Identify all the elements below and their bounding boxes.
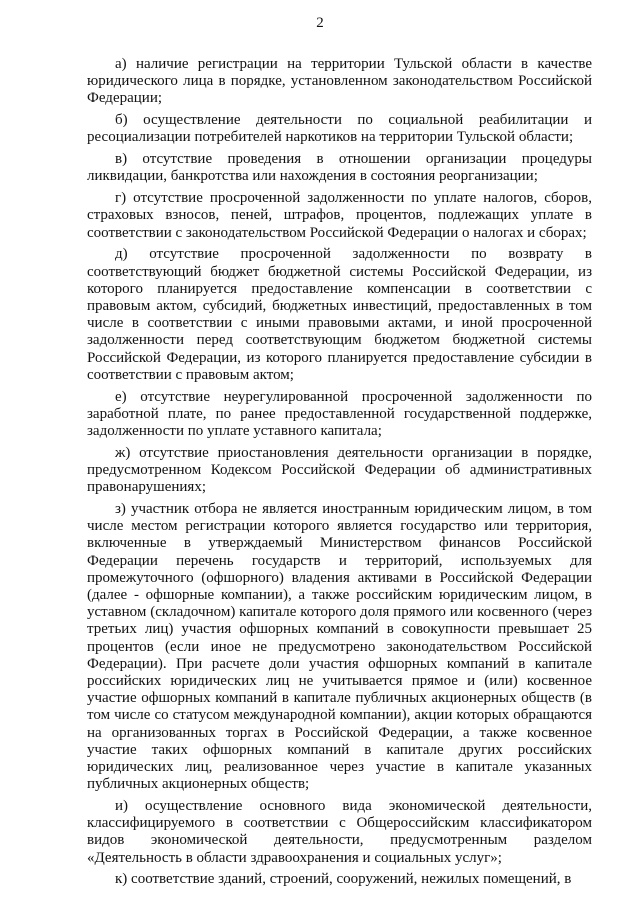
paragraph-i: и) осуществление основного вида экономической деятельности, классифицируемого в соответствии с Общероссийским классификатором видов экономической деятельности, предусмотренным разделом «Деятельность в области здравоохранения и социальных услуг»; [87,798,592,866]
document-body [87,56,592,893]
paragraph-v: в) отсутствие проведения в отношении организации процедуры ликвидации, банкротства или нахождения в состояния реорганизации; [87,151,592,185]
paragraph-d: д) отсутствие просроченной задолженности по возврату в соответствующий бюджет бюджетной системы Российской Федерации, из которого планируется предоставление компенсации в соответствии с правовым актом, субсидий, бюджетных инвестиций, предоставленных в том числе в соответствии с иными правовыми актами, и иной просроченной задолженности перед соответствующим бюджетом бюджетной системы Российской Федерации, из которого планируется предоставление субсидии в соответствии с правовым актом; [87,246,592,383]
paragraph-b: б) осуществление деятельности по социальной реабилитации и ресоциализации потребителей наркотиков на территории Тульской области; [87,112,592,146]
paragraph-a: а) наличие регистрации на территории Тульской области в качестве юридического лица в порядке, установленном законодательством Российской Федерации; [87,56,592,107]
paragraph-e: е) отсутствие неурегулированной просроченной задолженности по заработной плате, по ранее предоставленной государственной поддержке, задолженности по уплате уставного капитала; [87,388,592,440]
paragraph-z: з) участник отбора не является иностранным юридическим лицом, в том числе местом регистрации которого является государство или территория, включенные в утверждаемый Министерством финансов Российской Федерации перечень государств и территорий, используемых для промежуточного (офшорного) владения активами в Российской Федерации (далее - офшорные компании), а также российским юридическим лицом, в уставном (складочном) капитале которого доля прямого или косвенного (через третьих лиц) участия офшорных компаний в совокупности превышает 25 процентов (если иное не предусмотрено законодательством Российской Федерации). При расчете доли участия офшорных компаний в капитале российских юридических лиц не учитывается прямое и (или) косвенное участие офшорных компаний в капитале публичных акционерных обществ (в том числе со статусом международной компании), акции которых обращаются на организованных торгах в Российской Федерации, а также косвенное участие таких офшорных компаний в капитале других российских юридических лиц, реализованное через участие в капитале указанных публичных акционерных обществ; [87,501,592,793]
page-number: 2 [316,15,324,31]
paragraph-g: г) отсутствие просроченной задолженности по уплате налогов, сборов, страховых взносов, пеней, штрафов, процентов, подлежащих уплате в соответствии с законодательством Российской Федерации о налогах и сборах; [87,190,592,241]
paragraph-k: к) соответствие зданий, строений, сооружений, нежилых помещений, в [115,871,572,888]
paragraph-zh: ж) отсутствие приостановления деятельности организации в порядке, предусмотренном Кодексом Российской Федерации об административных правонарушениях; [87,444,592,496]
